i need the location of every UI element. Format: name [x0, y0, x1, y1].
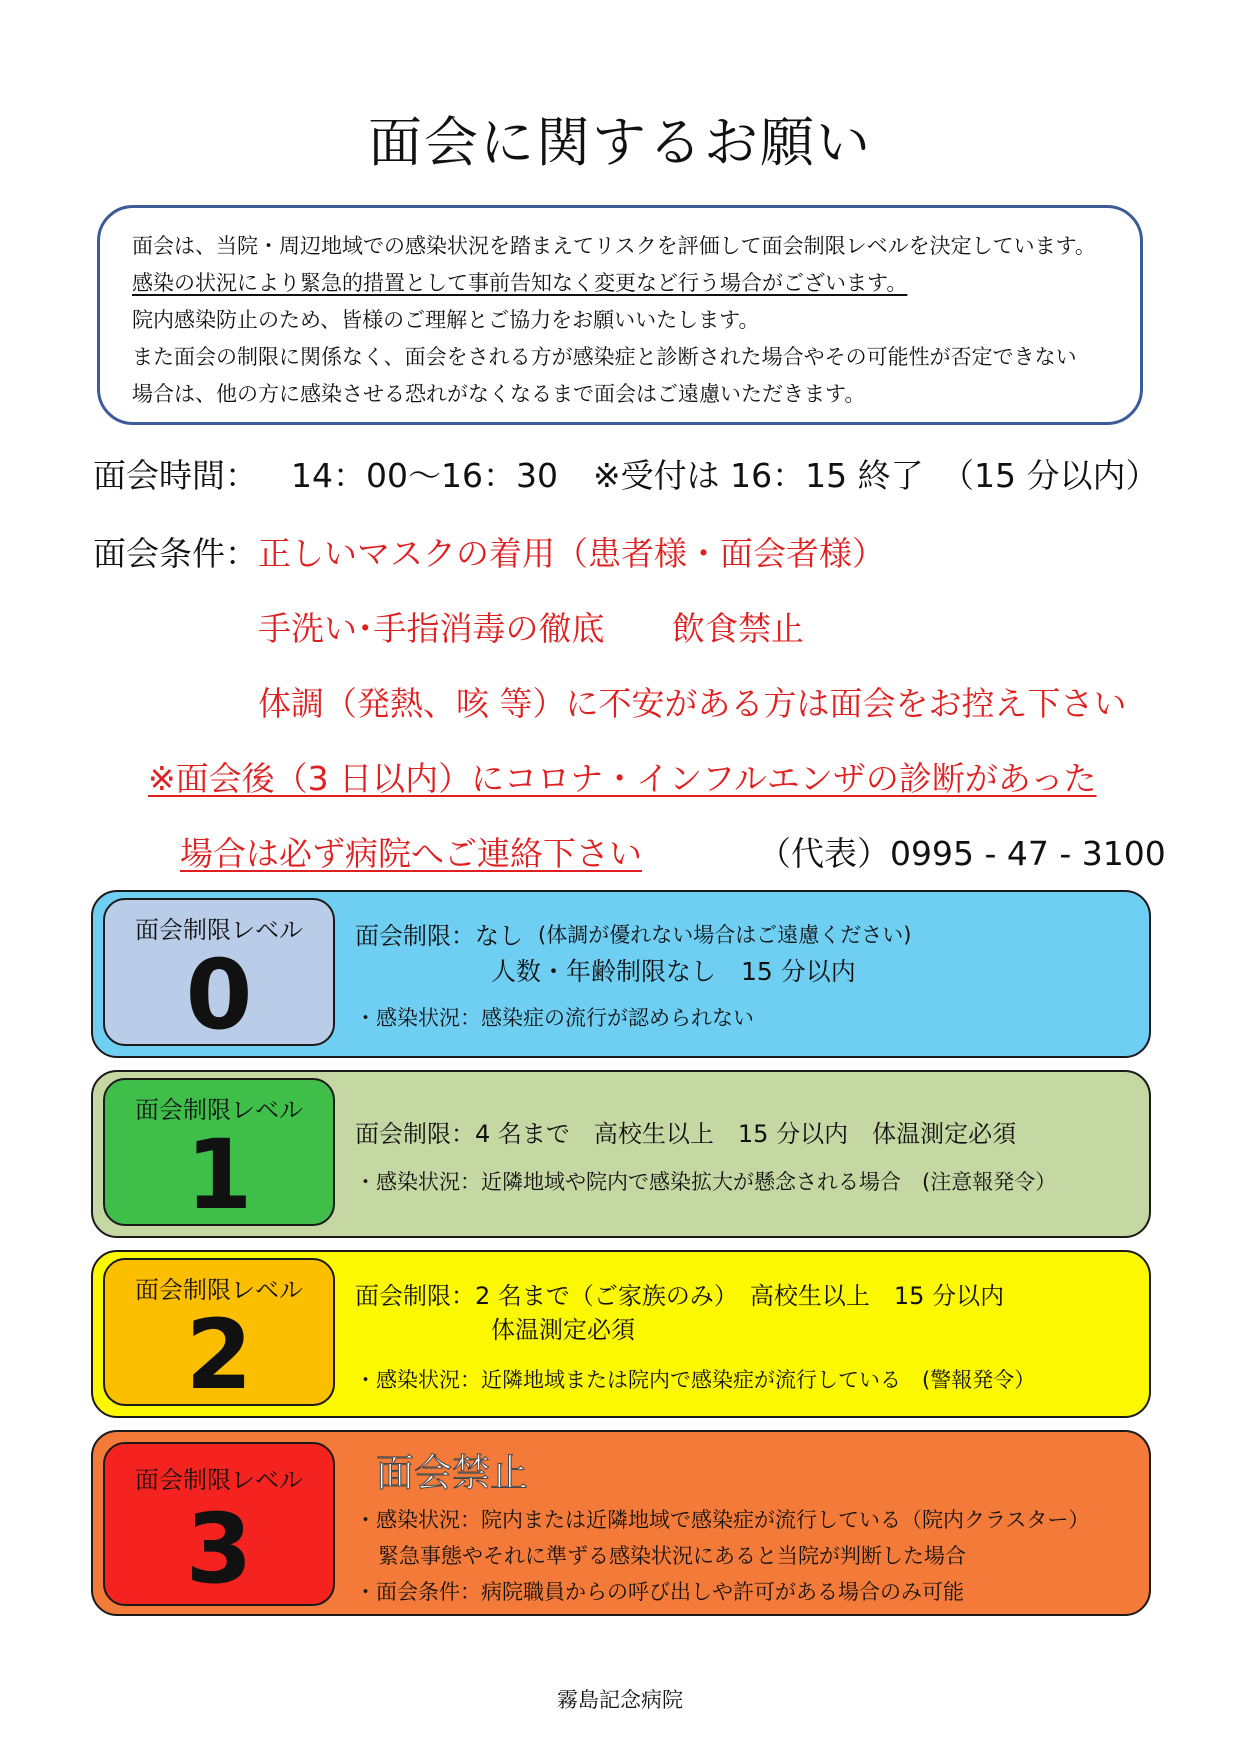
level-number: 3: [185, 1493, 253, 1605]
level-2-card: [91, 1250, 1151, 1418]
notice-line: 院内感染防止のため、皆様のご理解とご協力をお願いいたします。: [132, 308, 760, 332]
level-badge-label: 面会制限レベル: [135, 916, 303, 944]
level-1-restriction: 面会制限：4 名まで 高校生以上 15 分以内 体温測定必須: [355, 1120, 1017, 1148]
notice-box: [97, 205, 1143, 425]
level-0-card: [91, 890, 1151, 1058]
condition-notify-1: ※面会後（3 日以内）にコロナ・インフルエンザの診断があった: [148, 759, 1097, 798]
level-3-card: [91, 1430, 1151, 1616]
level-number: 1: [185, 1119, 253, 1231]
hours-time: 14：00～16：30: [291, 456, 558, 495]
level-0-restriction-detail: 人数・年齢制限なし 15 分以内: [491, 957, 856, 986]
level-badge-label: 面会制限レベル: [135, 1276, 303, 1304]
level-0-restriction: 面会制限：なし: [355, 922, 523, 950]
notice-line: 感染の状況により緊急的措置として事前告知なく変更など行う場合がございます。: [132, 271, 908, 295]
level-3-condition: ・面会条件：病院職員からの呼び出しや許可がある場合のみ可能: [355, 1580, 964, 1604]
condition-health: 体調（発熱、咳 等）に不安がある方は面会をお控え下さい: [258, 684, 1127, 723]
phone-number: （代表）0995 - 47 - 3100: [758, 834, 1166, 873]
level-1-badge: [103, 1078, 335, 1231]
page-title: 面会に関するお願い: [368, 111, 872, 174]
level-2-restriction: 面会制限：2 名まで（ご家族のみ） 高校生以上 15 分以内: [355, 1282, 1005, 1310]
condition-handwash: 手洗い･手指消毒の徹底: [258, 609, 605, 648]
level-number: 0: [185, 939, 253, 1051]
level-1-card: [91, 1070, 1151, 1238]
level-2-restriction-detail: 体温測定必須: [491, 1316, 635, 1344]
hours-limit: （15 分以内）: [941, 456, 1159, 495]
level-1-status: ・感染状況：近隣地域や院内で感染拡大が懸念される場合 (注意報発令）: [355, 1170, 1057, 1194]
notice-line: 面会は、当院・周辺地域での感染状況を踏まえてリスクを評価して面会制限レベルを決定しています。: [132, 234, 1096, 258]
level-0-badge: [103, 898, 335, 1051]
level-3-status: ・感染状況：院内または近隣地域で感染症が流行している（院内クラスター）: [355, 1508, 1090, 1532]
notice-line: 場合は、他の方に感染させる恐れがなくなるまで面会はご遠慮いただきます。: [132, 382, 866, 406]
level-0-status: ・感染状況：感染症の流行が認められない: [355, 1006, 754, 1030]
condition-notify-2: 場合は必ず病院へご連絡下さい: [180, 834, 642, 873]
level-badge-label: 面会制限レベル: [135, 1466, 303, 1494]
level-badge-label: 面会制限レベル: [135, 1096, 303, 1124]
hours-reception: ※受付は 16：15 終了: [593, 456, 924, 495]
level-2-status: ・感染状況：近隣地域または院内で感染症が流行している (警報発令）: [355, 1368, 1036, 1392]
conditions-label: 面会条件：: [93, 534, 258, 573]
level-3-badge: [103, 1442, 335, 1606]
level-3-ban: 面会禁止: [376, 1451, 529, 1495]
level-2-badge: [103, 1258, 335, 1411]
condition-mask: 正しいマスクの着用（患者様・面会者様）: [258, 534, 885, 573]
notice-line: また面会の制限に関係なく、面会をされる方が感染症と診断された場合やその可能性が否定できない: [132, 345, 1077, 369]
hours-label: 面会時間：: [93, 456, 258, 495]
level-3-status-detail: 緊急事態やそれに準ずる感染状況にあると当院が判断した場合: [378, 1544, 966, 1568]
hospital-name: 霧島記念病院: [557, 1688, 683, 1712]
condition-no-eating: 飲食禁止: [672, 609, 804, 648]
level-number: 2: [185, 1299, 253, 1411]
level-0-restriction-note: (体調が優れない場合はご遠慮ください): [538, 923, 912, 947]
